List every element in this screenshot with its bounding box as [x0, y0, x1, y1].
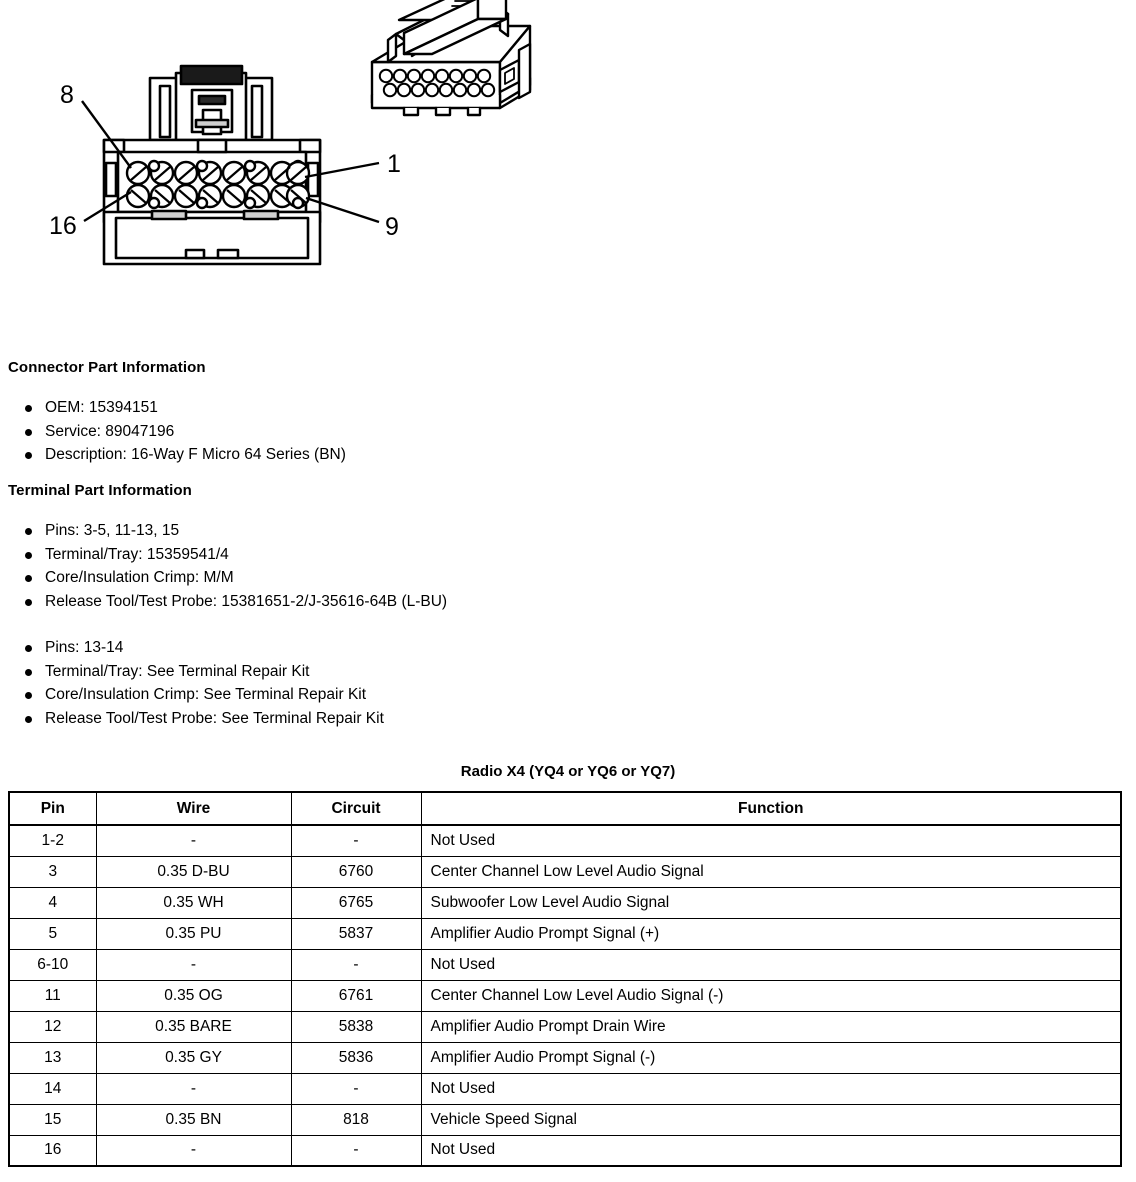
- cell-pin: 4: [9, 887, 96, 918]
- cell-function: Not Used: [421, 949, 1121, 980]
- cell-wire: -: [96, 949, 291, 980]
- list-item: Service: 89047196: [0, 420, 346, 444]
- cell-function: Subwoofer Low Level Audio Signal: [421, 887, 1121, 918]
- cell-wire: -: [96, 1073, 291, 1104]
- table-row: [9, 856, 1121, 887]
- cell-circuit: -: [291, 1073, 421, 1104]
- cell-wire: 0.35 BARE: [96, 1011, 291, 1042]
- pinout-table-container: [8, 791, 1122, 1167]
- pinout-table: [8, 791, 1122, 1167]
- cell-function: Not Used: [421, 825, 1121, 856]
- callout-label-8: 8: [60, 81, 74, 109]
- cell-wire: 0.35 BN: [96, 1104, 291, 1135]
- table-row: [9, 825, 1121, 856]
- cell-circuit: 6761: [291, 980, 421, 1011]
- cell-pin: 13: [9, 1042, 96, 1073]
- cell-function: Vehicle Speed Signal: [421, 1104, 1121, 1135]
- cell-circuit: 6765: [291, 887, 421, 918]
- callout-label-16: 16: [49, 212, 77, 240]
- table-row: [9, 1104, 1121, 1135]
- list-item: OEM: 15394151: [0, 396, 346, 420]
- cell-function: Not Used: [421, 1073, 1121, 1104]
- connector-part-information-list: [0, 396, 346, 467]
- cell-wire: 0.35 PU: [96, 918, 291, 949]
- cell-function: Amplifier Audio Prompt Signal (+): [421, 918, 1121, 949]
- list-item: Core/Insulation Crimp: M/M: [0, 566, 447, 590]
- table-row: [9, 980, 1121, 1011]
- cell-circuit: 5836: [291, 1042, 421, 1073]
- cell-circuit: -: [291, 1135, 421, 1166]
- cell-wire: 0.35 OG: [96, 980, 291, 1011]
- cavity-row-upper: [127, 161, 303, 184]
- cell-pin: 5: [9, 918, 96, 949]
- table-row: [9, 1135, 1121, 1166]
- table-row: [9, 918, 1121, 949]
- list-item: Description: 16-Way F Micro 64 Series (BN): [0, 443, 346, 467]
- table-row: [9, 1011, 1121, 1042]
- cell-pin: 16: [9, 1135, 96, 1166]
- list-item: Release Tool/Test Probe: See Terminal Repair Kit: [0, 707, 384, 731]
- terminal-part-group-b-list: [0, 636, 384, 730]
- terminal-part-group-a-list: [0, 519, 447, 613]
- cell-pin: 12: [9, 1011, 96, 1042]
- list-item: Release Tool/Test Probe: 15381651-2/J-35616-64B (L-BU): [0, 590, 447, 614]
- cell-wire: 0.35 GY: [96, 1042, 291, 1073]
- callout-label-1: 1: [387, 150, 401, 178]
- cell-wire: 0.35 D-BU: [96, 856, 291, 887]
- terminal-part-information-heading: Terminal Part Information: [8, 482, 192, 499]
- cell-wire: 0.35 WH: [96, 887, 291, 918]
- list-item: Terminal/Tray: 15359541/4: [0, 543, 447, 567]
- table-row: [9, 949, 1121, 980]
- cell-circuit: 818: [291, 1104, 421, 1135]
- table-row: [9, 1073, 1121, 1104]
- cell-pin: 14: [9, 1073, 96, 1104]
- cell-circuit: 6760: [291, 856, 421, 887]
- cell-pin: 15: [9, 1104, 96, 1135]
- cell-wire: -: [96, 825, 291, 856]
- pinout-table-title: Radio X4 (YQ4 or YQ6 or YQ7): [460, 763, 676, 780]
- table-row: [9, 887, 1121, 918]
- table-row: [9, 1042, 1121, 1073]
- column-header-wire: Wire: [96, 792, 291, 825]
- column-header-function: Function: [421, 792, 1121, 825]
- table-header-row: [9, 792, 1121, 825]
- cell-pin: 3: [9, 856, 96, 887]
- connector-part-information-heading: Connector Part Information: [8, 359, 206, 376]
- cell-function: Center Channel Low Level Audio Signal: [421, 856, 1121, 887]
- list-item: Terminal/Tray: See Terminal Repair Kit: [0, 660, 384, 684]
- cell-function: Amplifier Audio Prompt Drain Wire: [421, 1011, 1121, 1042]
- column-header-pin: Pin: [9, 792, 96, 825]
- cell-function: Not Used: [421, 1135, 1121, 1166]
- cell-function: Center Channel Low Level Audio Signal (-): [421, 980, 1121, 1011]
- cell-pin: 1-2: [9, 825, 96, 856]
- cell-circuit: -: [291, 825, 421, 856]
- connector-isometric-view: [372, 0, 530, 115]
- cell-circuit: 5838: [291, 1011, 421, 1042]
- cell-wire: -: [96, 1135, 291, 1166]
- cell-pin: 11: [9, 980, 96, 1011]
- cell-pin: 6-10: [9, 949, 96, 980]
- column-header-circuit: Circuit: [291, 792, 421, 825]
- list-item: Pins: 3-5, 11-13, 15: [0, 519, 447, 543]
- cell-function: Amplifier Audio Prompt Signal (-): [421, 1042, 1121, 1073]
- connector-illustration: [0, 0, 1136, 330]
- callout-label-9: 9: [385, 213, 399, 241]
- list-item: Core/Insulation Crimp: See Terminal Repair Kit: [0, 683, 384, 707]
- cell-circuit: 5837: [291, 918, 421, 949]
- pinout-table-body: [9, 825, 1121, 1166]
- cell-circuit: -: [291, 949, 421, 980]
- list-item: Pins: 13-14: [0, 636, 384, 660]
